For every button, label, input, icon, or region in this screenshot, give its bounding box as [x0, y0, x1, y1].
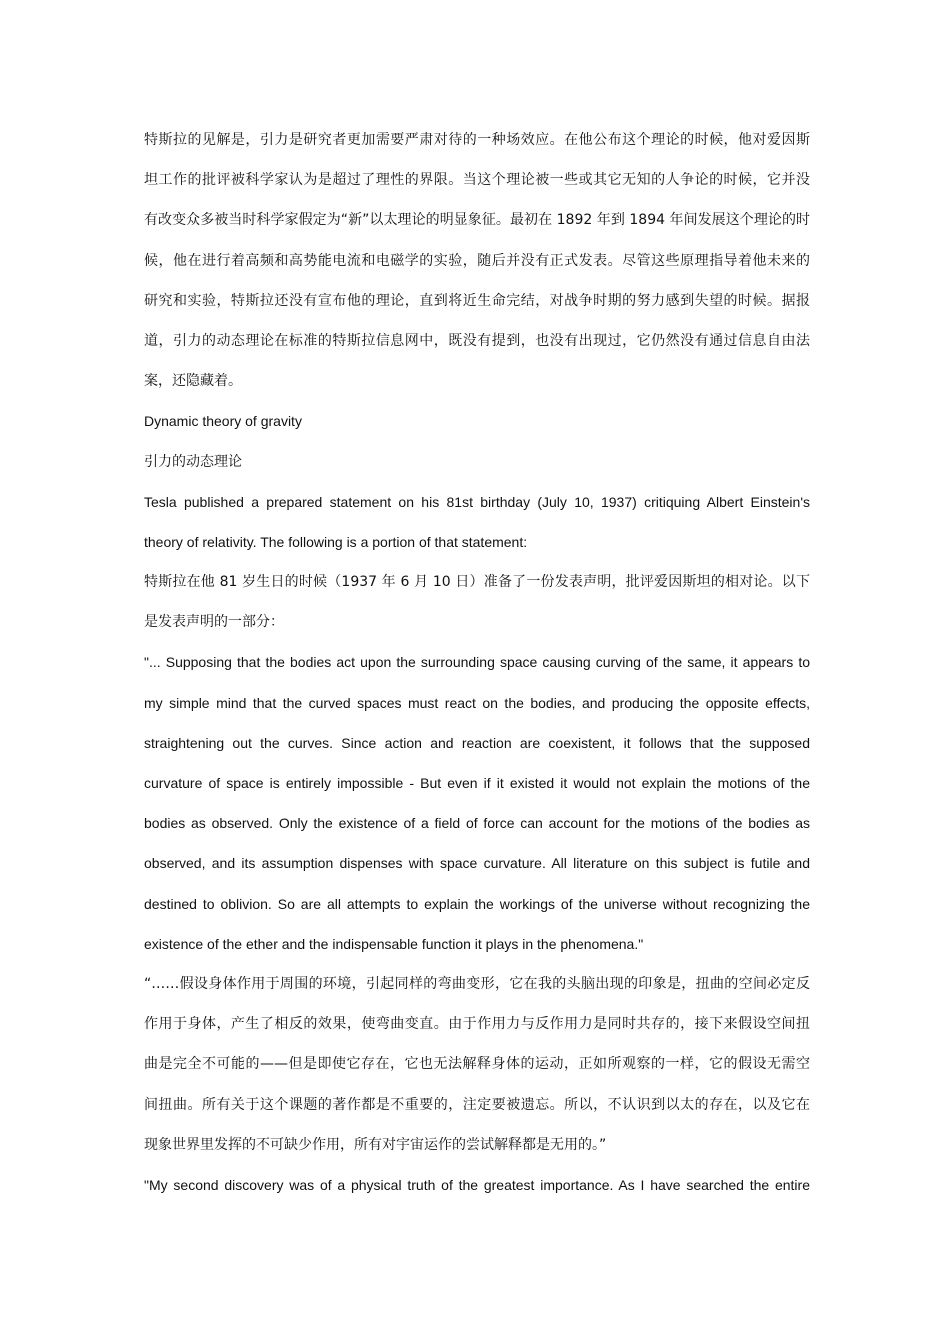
text-line: bodies as observed. Only the existence of a field of force can account for the motions of the bodies as [144, 815, 810, 832]
text-line: 曲是完全不可能的——但是即使它存在，它也无法解释身体的运动，正如所观察的一样，它的假设无需空 [144, 1056, 810, 1073]
text-line: destined to oblivion. So are all attempts to explain the workings of the universe without recognizing the [144, 895, 810, 912]
text-line: observed, and its assumption dispenses with space curvature. All literature on this subject is futile and [144, 855, 810, 872]
section-heading-en [144, 401, 810, 441]
text-line: 是发表声明的一部分： [144, 614, 284, 631]
text-line: 有改变众多被当时科学家假定为“新”以太理论的明显象征。最初在 1892 年到 1894 年间发展这个理论的时 [144, 212, 810, 229]
paragraph-second-discovery-en [144, 1165, 810, 1205]
text-line: Tesla published a prepared statement on his 81st birthday (July 10, 1937) critiquing Albert Einstein's [144, 493, 810, 510]
paragraph-statement-intro-zh [144, 562, 810, 642]
text-line: 间扭曲。所有关于这个课题的著作都是不重要的，注定要被遗忘。所以，不认识到以太的存在，以及它在 [144, 1096, 810, 1113]
text-line: "... Supposing that the bodies act upon the surrounding space causing curving of the same, it appears to [144, 654, 810, 671]
text-line: my simple mind that the curved spaces must react on the bodies, and producing the opposite effects, [144, 694, 810, 711]
document-body [144, 120, 810, 1205]
text-line: 候，他在进行着高频和高势能电流和电磁学的实验，随后并没有正式发表。尽管这些原理指导着他未来的 [144, 252, 810, 269]
paragraph-quote-en [144, 642, 810, 964]
text-line: Dynamic theory of gravity [144, 413, 302, 430]
text-line: theory of relativity. The following is a portion of that statement: [144, 533, 528, 550]
paragraph-quote-zh [144, 964, 810, 1165]
text-line: straightening out the curves. Since action and reaction are coexistent, it follows that the supposed [144, 734, 810, 751]
text-line: “……假设身体作用于周围的环境，引起同样的弯曲变形，它在我的头脑出现的印象是，扭曲的空间必定反 [144, 975, 810, 992]
text-line: existence of the ether and the indispensable function it plays in the phenomena." [144, 935, 644, 952]
text-line: curvature of space is entirely impossible - But even if it existed it would not explain the motions of the [144, 775, 810, 791]
paragraph-statement-intro-en [144, 482, 810, 562]
text-line: 现象世界里发挥的不可缺少作用，所有对宇宙运作的尝试解释都是无用的。” [144, 1136, 607, 1153]
text-line: 研究和实验，特斯拉还没有宣布他的理论，直到将近生命完结，对战争时期的努力感到失望的时候。据报 [144, 292, 810, 309]
text-line: 道，引力的动态理论在标准的特斯拉信息网中，既没有提到，也没有出现过，它仍然没有通过信息自由法 [144, 332, 810, 349]
paragraph-tesla-view-zh [144, 120, 810, 401]
text-line: 特斯拉在他 81 岁生日的时候（1937 年 6 月 10 日）准备了一份发表声明，批评爱因斯坦的相对论。以下 [144, 574, 810, 591]
text-line: 引力的动态理论 [144, 453, 242, 470]
text-line: "My second discovery was of a physical truth of the greatest importance. As I have searched the entire [144, 1176, 810, 1193]
text-line: 案，还隐藏着。 [144, 373, 242, 390]
text-line: 作用于身体，产生了相反的效果，使弯曲变直。由于作用力与反作用力是同时共存的，接下来假设空间扭 [144, 1016, 810, 1033]
text-line: 坦工作的批评被科学家认为是超过了理性的界限。当这个理论被一些或其它无知的人争论的时候，它并没 [144, 172, 810, 189]
text-line: 特斯拉的见解是，引力是研究者更加需要严肃对待的一种场效应。在他公布这个理论的时候，他对爱因斯 [144, 132, 810, 148]
section-heading-zh [144, 442, 810, 482]
